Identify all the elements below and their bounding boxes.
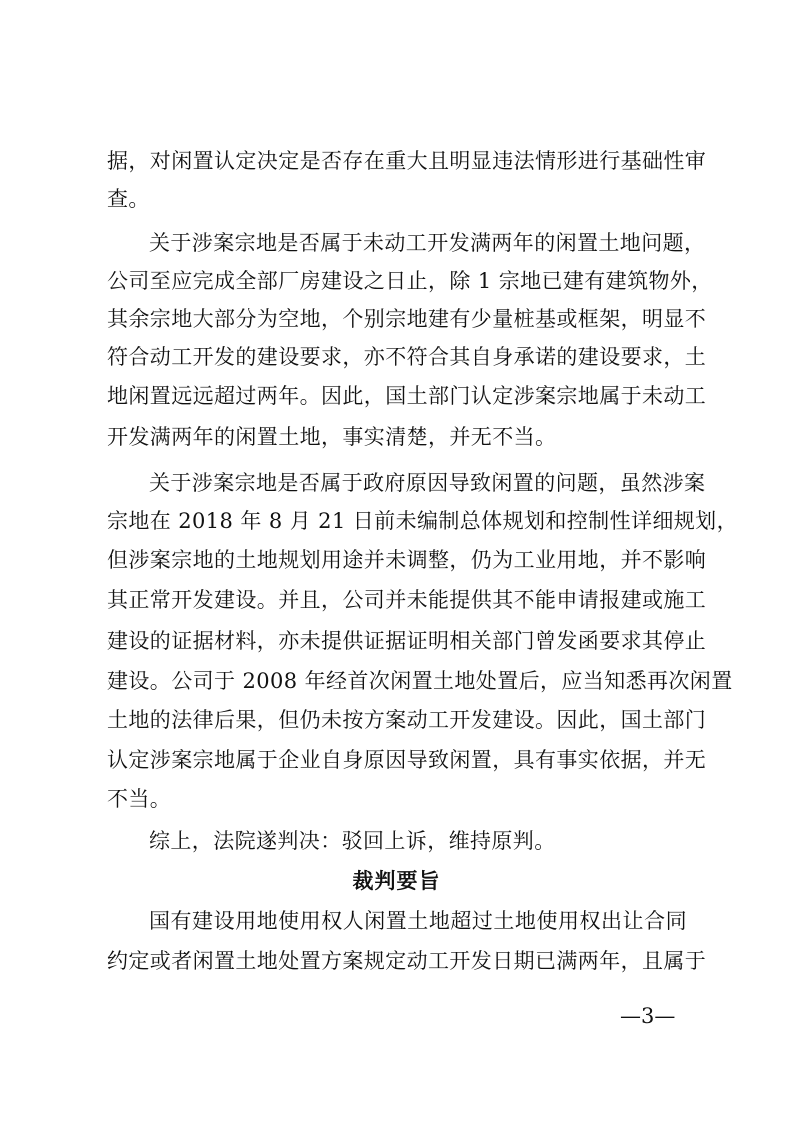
paragraph-line: 查。 [107, 187, 150, 211]
paragraph-line: 综上，法院遂判决：驳回上诉，维持原判。 [149, 829, 556, 853]
paragraph-line: 认定涉案宗地属于企业自身原因导致闲置，具有事实依据，并无 [107, 748, 707, 772]
paragraph-line: 据，对闲置认定决定是否存在重大且明显违法情形进行基础性审 [107, 149, 707, 173]
paragraph-line: 地闲置远远超过两年。因此，国土部门认定涉案宗地属于未动工 [107, 384, 707, 408]
paragraph-line: 其正常开发建设。并且，公司并未能提供其不能申请报建或施工 [107, 588, 707, 612]
paragraph-line: 不当。 [107, 787, 172, 811]
section-heading: 裁判要旨 [352, 869, 441, 893]
paragraph-line: 符合动工开发的建设要求，亦不符合其自身承诺的建设要求，土 [107, 345, 707, 369]
paragraph-line: 其余宗地大部分为空地，个别宗地建有少量桩基或框架，明显不 [107, 307, 707, 331]
summary-line: 约定或者闲置土地处置方案规定动工开发日期已满两年，且属于 [107, 949, 707, 973]
paragraph-line: 关于涉案宗地是否属于未动工开发满两年的闲置土地问题， [149, 231, 706, 255]
paragraph-line: 建设。公司于 2008 年经首次闲置土地处置后，应当知悉再次闲置 [107, 669, 733, 693]
page-number: —3— [620, 1004, 676, 1028]
paragraph-line: 开发满两年的闲置土地，事实清楚，并无不当。 [107, 425, 557, 449]
paragraph-line: 土地的法律后果，但仍未按方案动工开发建设。因此，国土部门 [107, 708, 707, 732]
paragraph-line: 建设的证据材料，亦未提供证据证明相关部门曾发函要求其停止 [107, 629, 707, 653]
paragraph-line: 宗地在 2018 年 8 月 21 日前未编制总体规划和控制性详细规划， [107, 509, 738, 533]
paragraph-line: 公司至应完成全部厂房建设之日止，除 1 宗地已建有建筑物外， [107, 269, 713, 293]
paragraph-line: 关于涉案宗地是否属于政府原因导致闲置的问题，虽然涉案 [149, 471, 706, 495]
paragraph-line: 但涉案宗地的土地规划用途并未调整，仍为工业用地，并不影响 [107, 548, 707, 572]
summary-line: 国有建设用地使用权人闲置土地超过土地使用权出让合同 [149, 909, 687, 933]
